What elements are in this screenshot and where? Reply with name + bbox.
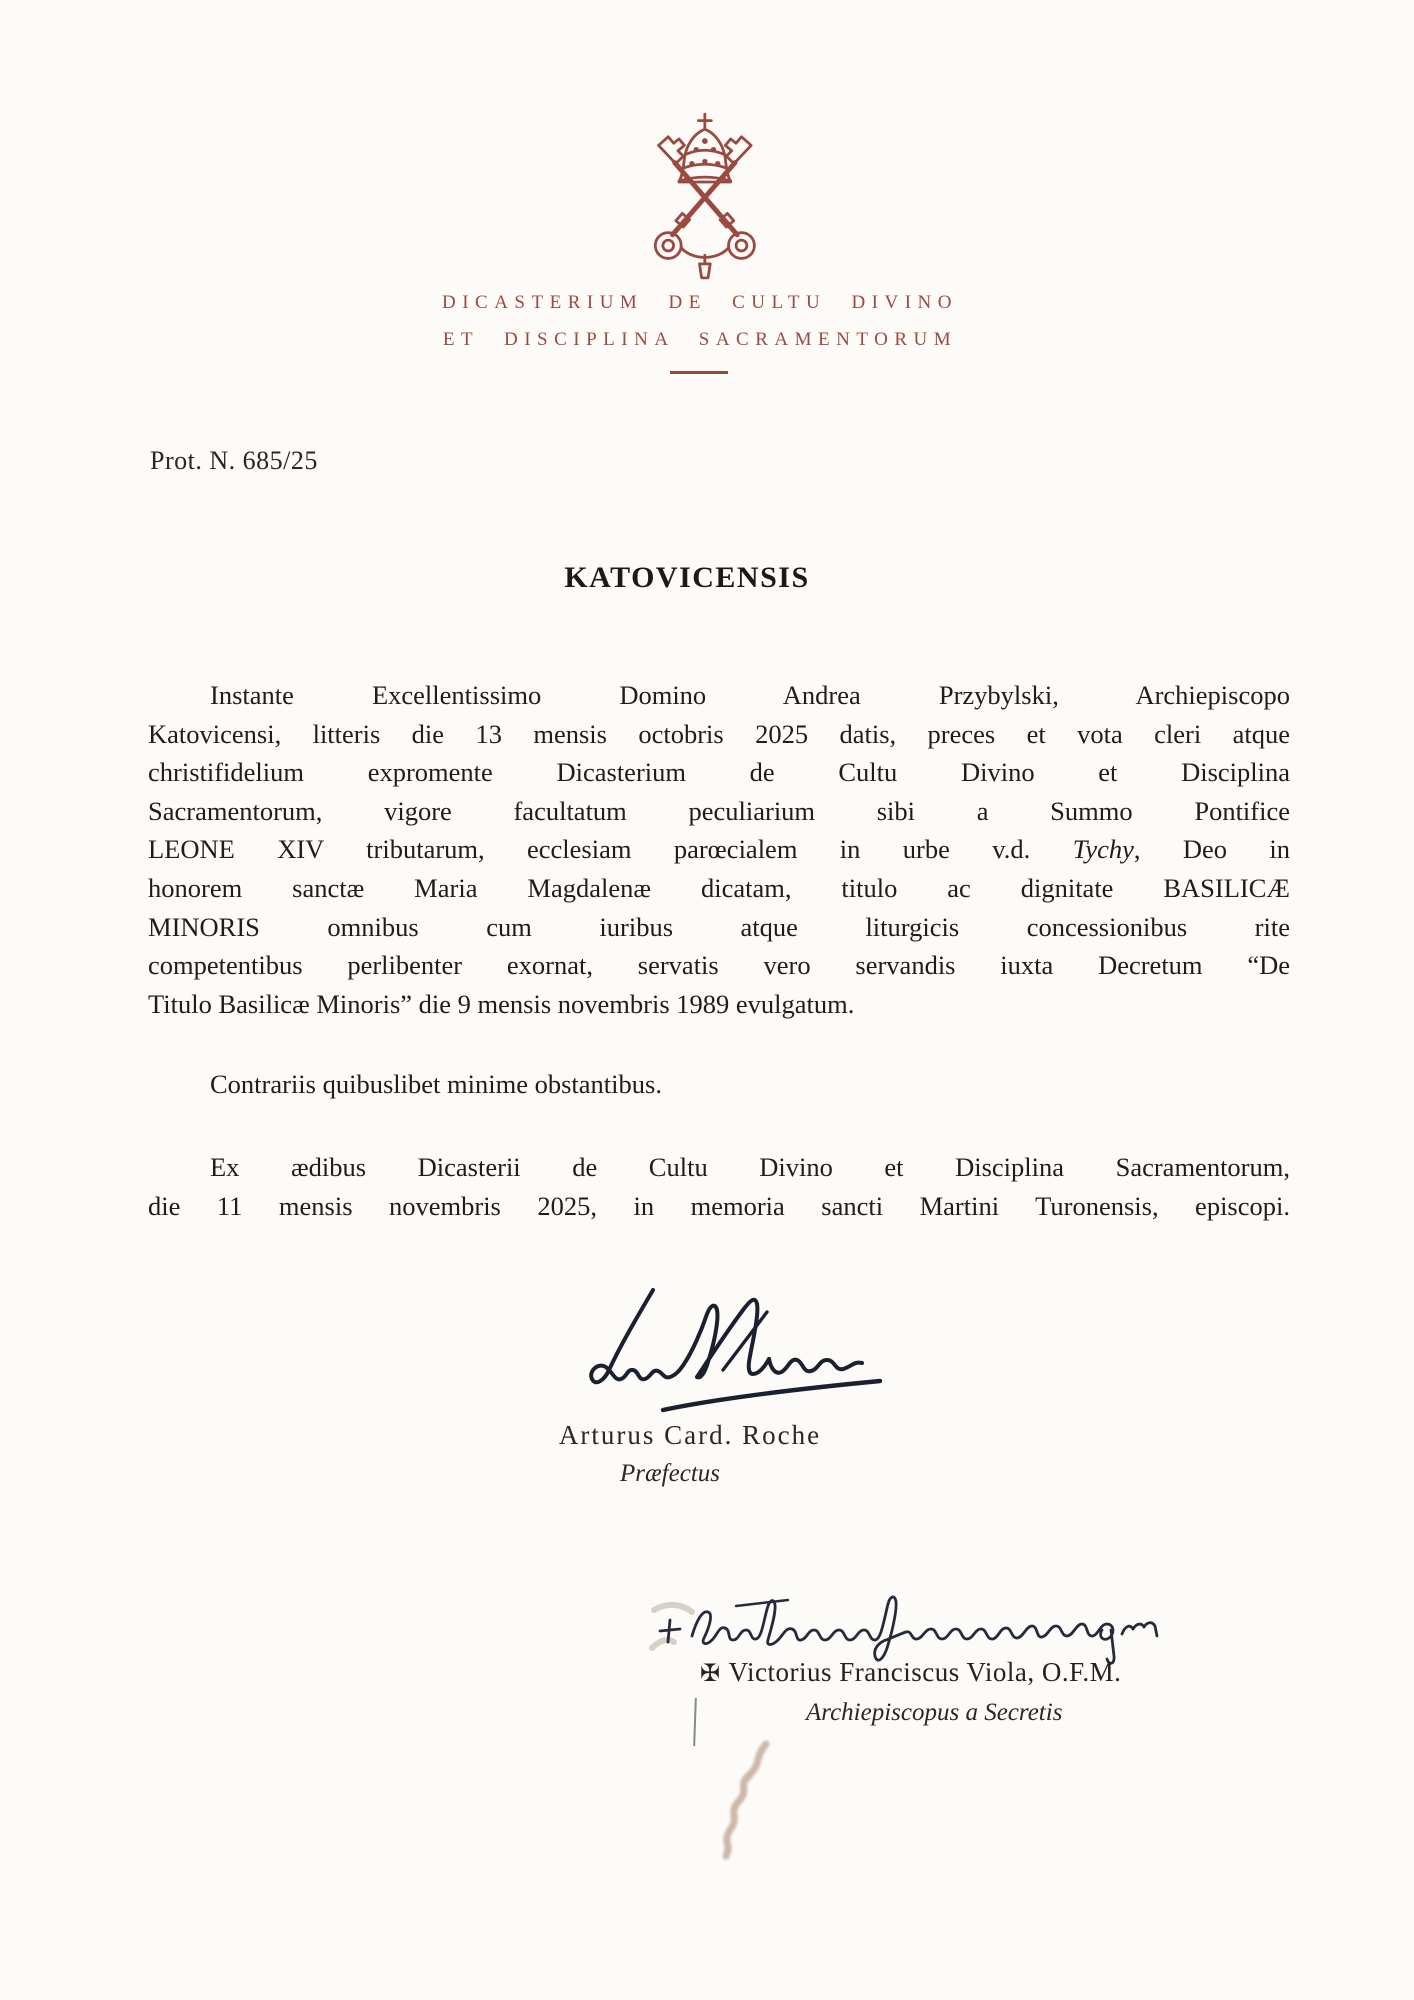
body-line: Katovicensi, litteris die 13 mensis octobris 2025 datis, preces et vota cleri atque [148,718,1290,749]
maltese-cross-icon: ✠ [700,1661,721,1687]
decree-title: KATOVICENSIS [564,561,810,594]
body-line: christifidelium expromente Dicasterium de Cultu Divino et Disciplina [148,757,1290,788]
vatican-coat-of-arms-icon [639,112,775,280]
body-line: Sacramentorum, vigore facultatum peculiarium sibi a Summo Pontifice [148,795,1290,826]
paragraph-main [148,676,1290,1023]
body-line: Ex ædibus Dicasterii de Cultu Divino et Disciplina Sacramentorum, [210,1151,1290,1182]
body-line: Instante Excellentissimo Domino Andrea Przybylski, Archiepiscopo [210,680,1290,710]
body-line: Contrariis quibuslibet minime obstantibus. [210,1069,662,1100]
signature1-name: Arturus Card. Roche [558,1420,822,1450]
paragraph-clause [148,1065,1290,1104]
roche-signature-handwriting [555,1282,895,1432]
body-line: LEONE XIV tributarum, ecclesiam parœcialem in urbe v.d. Tychy, Deo in [148,834,1291,865]
decree-body [148,676,1290,1225]
body-line: MINORIS omnibus cum iuribus atque liturgicis concessionibus rite [148,911,1290,942]
letterhead-divider [670,371,728,374]
paragraph-dateline [148,1148,1290,1225]
letterhead-line2: ET DISCIPLINA SACRAMENTORUM [442,329,958,350]
body-line: Titulo Basilicæ Minoris” die 9 mensis novembris 1989 evulgatum. [148,988,855,1019]
signature2-role: Archiepiscopus a Secretis [806,1699,1063,1726]
body-line: honorem sanctæ Maria Magdalenæ dicatam, titulo ac dignitate BASILICÆ [148,872,1290,903]
body-line: die 11 mensis novembris 2025, in memoria sancti Martini Turonensis, episcopi. [148,1190,1290,1221]
ink-smudge [688,1738,788,1888]
letterhead-line1: DICASTERIUM DE CULTU DIVINO [441,292,959,313]
body-line: competentibus perlibenter exornat, servatis vero servandis iuxta Decretum “De [148,950,1290,981]
signature2-name-text: Victorius Franciscus Viola, O.F.M. [728,1657,1122,1687]
protocol-number: Prot. N. 685/25 [150,446,318,475]
signature1-role: Præfectus [620,1460,720,1487]
signature2-name [700,1657,1121,1688]
